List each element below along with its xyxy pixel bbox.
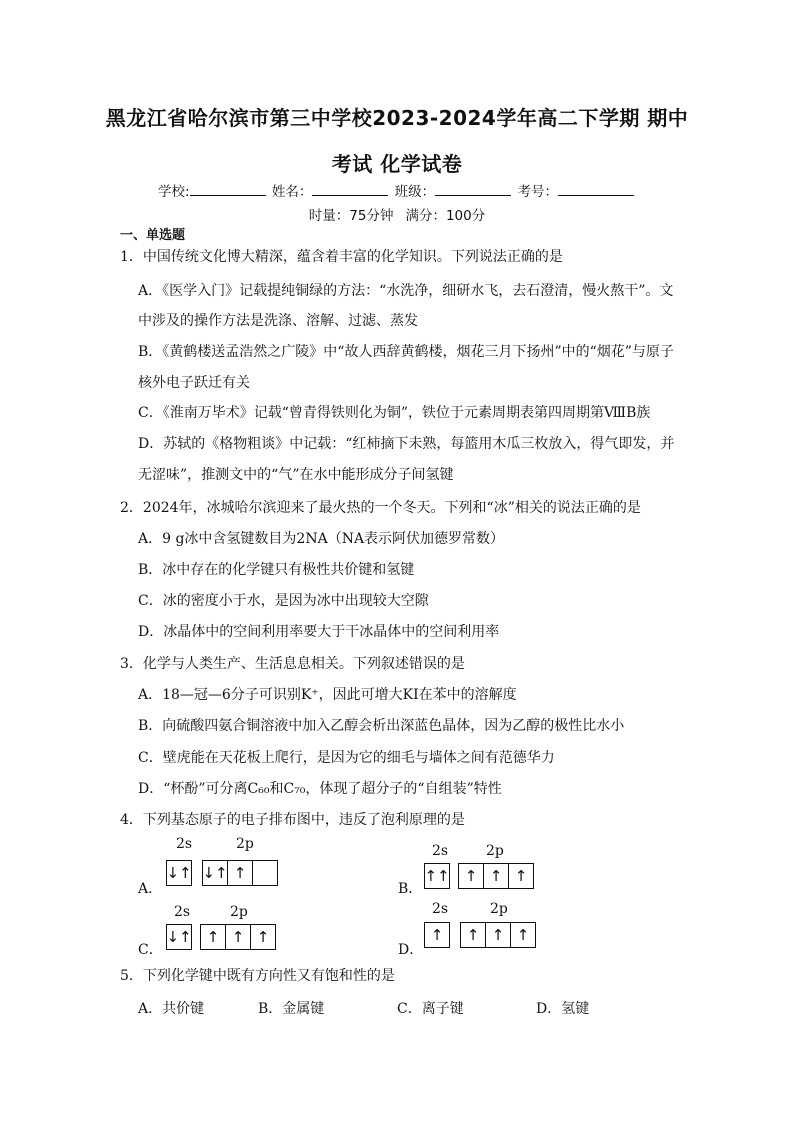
option-d-label: D． [398,942,424,958]
label-2p: 2p [486,843,504,859]
q1-option-a-line2: 中涉及的操作方法是洗涤、溶解、过滤、蒸发 [138,313,418,329]
q3-option-a: A．18—冠—6分子可识别K⁺，因此可增大KI在苯中的溶解度 [138,687,517,703]
q1-option-d-line2: 无涩味”，推测文中的“气”在水中能形成分子间氢键 [138,467,454,483]
orbital-2p-boxes [200,924,276,950]
q1-option-b-line2: 核外电子跃迁有关 [138,375,250,391]
q2-option-c: C．冰的密度小于水，是因为冰中出现较大空隙 [138,593,429,609]
label-2s: 2s [432,901,449,917]
orbital-2p-boxes [202,860,278,886]
orbital-box: ↓↑ [166,860,192,886]
orbital-2s-boxes [424,922,450,948]
school-label: 学校: [158,184,190,200]
orbital-box: ↑ [458,863,484,889]
class-blank[interactable] [435,183,511,196]
orbital-box: ↑ [200,924,226,950]
q3-option-b: B．向硫酸四氨合铜溶液中加入乙醇会析出深蓝色晶体，因为乙醇的极性比水小 [138,718,625,734]
label-2s: 2s [432,843,449,859]
number-blank[interactable] [558,183,634,196]
orbital-2s-boxes [166,860,192,886]
score-text: 满分：100分 [405,208,486,224]
title-line-2: 考试 化学试卷 [331,152,463,176]
q5-option-c: C．离子键 [397,1001,464,1017]
orbital-box [252,860,278,886]
q5-stem: 5．下列化学键中既有方向性又有饱和性的是 [120,968,395,984]
orbital-2s-boxes [166,924,192,950]
orbital-2p-boxes [460,922,536,948]
q3-stem: 3．化学与人类生产、生活息息相关。下列叙述错误的是 [120,656,465,672]
q1-option-b-line1: B．《黄鹤楼送孟浩然之广陵》中“故人西辞黄鹤楼，烟花三月下扬州”中的“烟花”与原子 [138,344,674,360]
orbital-2s-boxes [424,863,450,889]
q1-option-a-line1: A．《医学入门》记载提纯铜绿的方法：“水洗净，细研水飞，去石澄清，慢火熬干”。文 [138,283,674,299]
label-2p: 2p [490,901,508,917]
orbital-box: ↓↑ [202,860,228,886]
q5-option-d: D．氢键 [536,1001,590,1017]
name-label: 姓名： [271,184,313,200]
q1-option-d-line1: D．苏轼的《格物粗谈》中记载：“红柿摘下未熟，每篮用木瓜三枚放入，得气即发，并 [138,436,675,452]
student-info-row [0,180,794,200]
label-2s: 2s [174,904,191,920]
option-a-label: A． [138,881,163,897]
label-2s: 2s [176,836,193,852]
duration-text: 时量：75分钟 [308,208,394,224]
orbital-box: ↑ [460,922,486,948]
orbital-box: ↑ [424,922,450,948]
q1-option-c: C．《淮南万毕术》记载“曾青得铁则化为铜”，铁位于元素周期表第四周期第ⅧB族 [138,405,651,421]
q2-stem: 2．2024年，冰城哈尔滨迎来了最火热的一个冬天。下列和“冰”相关的说法正确的是 [120,500,641,516]
q5-option-a: A．共价键 [138,1001,205,1017]
number-label: 考号： [517,184,558,200]
orbital-box: ↑ [485,922,511,948]
label-2p: 2p [236,836,254,852]
label-2p: 2p [230,904,248,920]
q5-option-b: B．金属键 [258,1001,325,1017]
q1-stem: 1．中国传统文化博大精深，蕴含着丰富的化学知识。下列说法正确的是 [120,249,563,265]
option-b-label: B． [398,881,423,897]
option-c-label: C． [138,942,163,958]
q3-option-d: D．“杯酚”可分离C₆₀和C₇₀，体现了超分子的“自组装”特性 [138,781,502,797]
orbital-box: ↑ [508,863,534,889]
orbital-box: ↑ [225,924,251,950]
name-blank[interactable] [312,183,388,196]
class-label: 班级： [394,184,436,200]
orbital-box: ↑ [227,860,253,886]
orbital-2p-boxes [458,863,534,889]
q2-option-b: B．冰中存在的化学键只有极性共价键和氢键 [138,562,415,578]
time-score-row [0,204,794,224]
q2-option-a: A．9 g冰中含氢键数目为2NA（NA表示阿伏加德罗常数） [138,531,505,547]
orbital-box: ↑ [250,924,276,950]
section-heading: 一、单选题 [120,228,186,243]
orbital-box: ↑ [510,922,536,948]
title-line-1: 黑龙江省哈尔滨市第三中学校2023-2024学年高二下学期 期中 [105,106,689,130]
orbital-box: ↑↑ [424,863,450,889]
school-blank[interactable] [190,183,266,196]
orbital-box: ↓↑ [166,924,192,950]
q4-stem: 4．下列基态原子的电子排布图中，违反了泡利原理的是 [120,812,465,828]
orbital-box: ↑ [483,863,509,889]
q3-option-c: C．壁虎能在天花板上爬行，是因为它的细毛与墙体之间有范德华力 [138,750,555,766]
q2-option-d: D．冰晶体中的空间利用率要大于干冰晶体中的空间利用率 [138,624,500,640]
